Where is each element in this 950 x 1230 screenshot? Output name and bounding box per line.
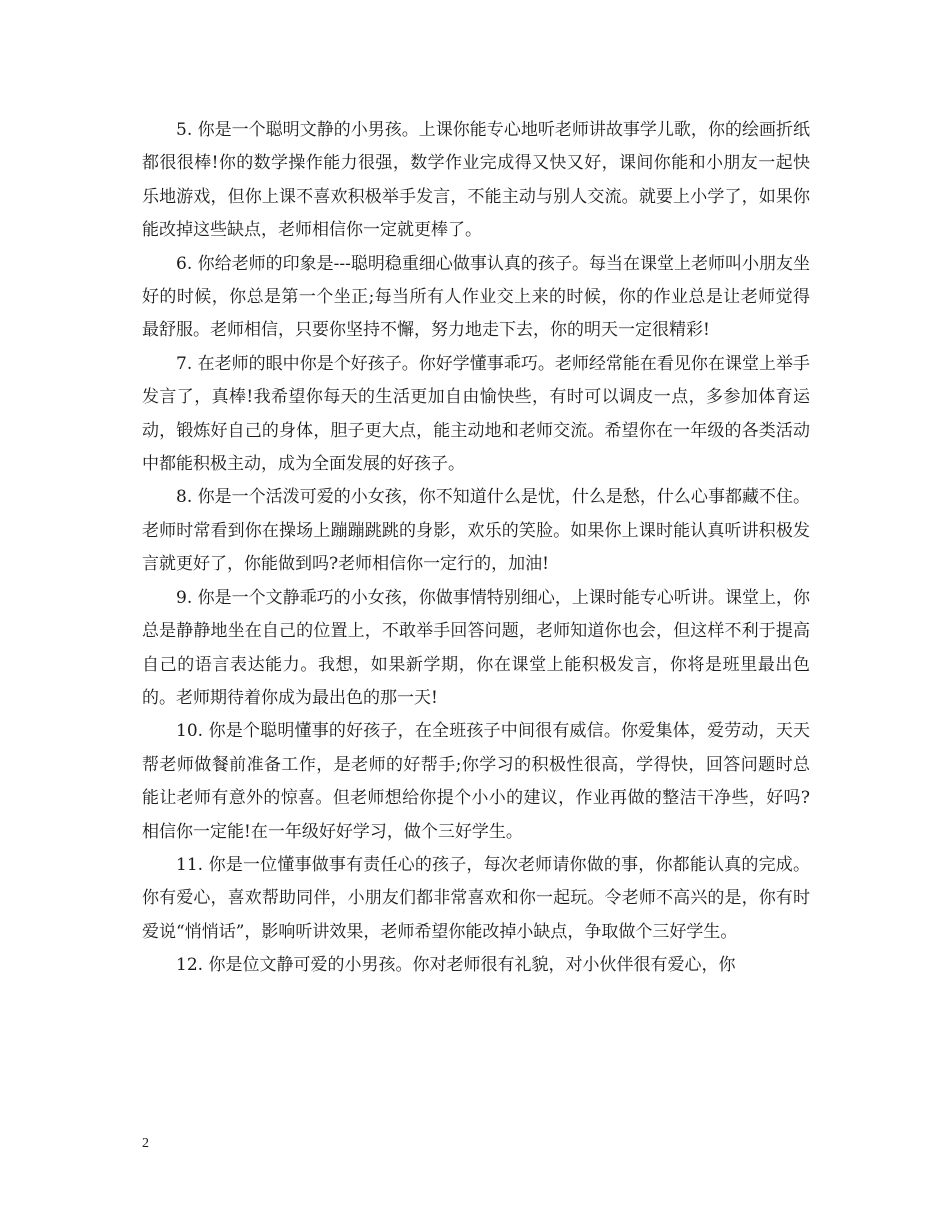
paragraph-10: 10. 你是个聪明懂事的好孩子，在全班孩子中间很有威信。你爱集体，爱劳动，天天帮老师做餐前准备工作，是老师的好帮手;你学习的积极性很高，学得快，回答问题时总能让老师有意外的惊喜。但老师想给你提个小小的建议，作业再做的整洁干净些，好吗?相信你一定能!在一年级好好学习，做个三好学生。 — [142, 721, 810, 842]
paragraph-7: 7. 在老师的眼中你是个好孩子。你好学懂事乖巧。老师经常能在看见你在课堂上举手发言了，真棒!我希望你每天的生活更加自由愉快些，有时可以调皮一点，多参加体育运动，锻炼好自己的身体，胆子更大点，能主动地和老师交流。希望你在一年级的各类活动中都能积极主动，成为全面发展的好孩子。 — [142, 353, 810, 475]
paragraph-12: 12. 你是位文静可爱的小男孩。你对老师很有礼貌，对小伙伴很有爱心，你 — [176, 955, 736, 976]
paragraph-9: 9. 你是一个文静乖巧的小女孩，你做事情特别细心，上课时能专心听讲。课堂上，你总是静静地坐在自己的位置上，不敢举手回答问题，老师知道你也会，但这样不利于提高自己的语言表达能力。我想，如果新学期，你在课堂上能积极发言，你将是班里最出色的。老师期待着你成为最出色的那一天! — [142, 587, 810, 708]
paragraph-6: 6. 你给老师的印象是---聪明稳重细心做事认真的孩子。每当在课堂上老师叫小朋友坐好的时候，你总是第一个坐正;每当所有人作业交上来的时候，你的作业总是让老师觉得最舒服。老师相信，只要你坚持不懈，努力地走下去，你的明天一定很精彩! — [142, 253, 810, 341]
page-number: 2 — [142, 1136, 149, 1151]
paragraph-5: 5. 你是一个聪明文静的小男孩。上课你能专心地听老师讲故事学儿歌，你的绘画折纸都很很棒!你的数学操作能力很强，数学作业完成得又快又好，课间你能和小朋友一起快乐地游戏，但你上课不喜欢积极举手发言，不能主动与别人交流。就要上小学了，如果你能改掉这些缺点，老师相信你一定就更棒了。 — [142, 120, 810, 241]
document-body — [142, 114, 810, 983]
paragraph-11: 11. 你是一位懂事做事有责任心的孩子，每次老师请你做的事，你都能认真的完成。你有爱心，喜欢帮助同伴，小朋友们都非常喜欢和你一起玩。令老师不高兴的是，你有时爱说“悄悄话”，影响听讲效果，老师希望你能改掉小缺点，争取做个三好学生。 — [142, 854, 810, 942]
paragraph-8: 8. 你是一个活泼可爱的小女孩，你不知道什么是忧，什么是愁，什么心事都藏不住。老师时常看到你在操场上蹦蹦跳跳的身影，欢乐的笑脸。如果你上课时能认真听讲积极发言就更好了，你能做到吗?老师相信你一定行的，加油! — [142, 487, 810, 575]
